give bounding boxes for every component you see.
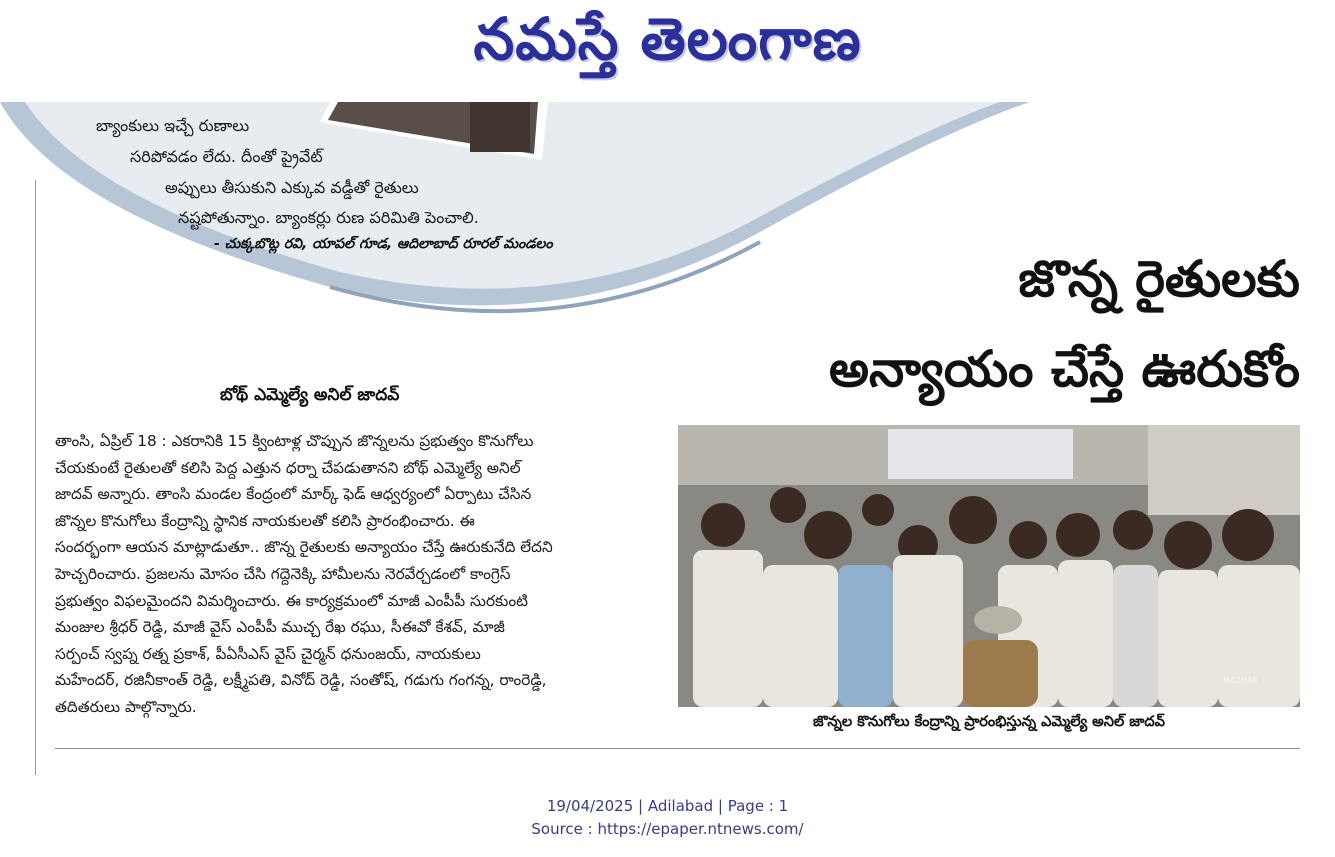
article-line: తాంసి, ఏప్రిల్ 18 : ఎకరానికి 15 క్వింటాళ్ల చొప్పున జొన్నలను ప్రభుత్వం కొనుగోలు	[55, 432, 534, 450]
article-line: తదితరులు పాల్గొన్నారు.	[55, 697, 197, 716]
news-photo-illustration	[678, 425, 1300, 707]
article-line: జొన్నల కొనుగోలు కేంద్రాన్ని స్థానిక నాయకులతో కలిసి ప్రారంభించారు. ఈ	[55, 511, 475, 530]
quote-attribution: - చుక్కబొట్ల రవి, యాపల్ గూడ, ఆదిలాబాద్ రూరల్ మండలం	[214, 236, 553, 252]
bottom-divider	[55, 748, 1300, 749]
quote-line: సరిపోవడం లేదు. దీంతో ప్రైవేట్	[130, 147, 323, 166]
article-body	[55, 428, 660, 721]
photo-credit: MAZHAR	[1223, 676, 1258, 685]
news-photo	[678, 425, 1300, 707]
footer-date-edition: 19/04/2025 | Adilabad | Page : 1	[546, 797, 789, 815]
article-line: ప్రభుత్వం విఫలమైందని విమర్శించారు. ఈ కార్యక్రమంలో మాజీ ఎంపీపీ సురకుంటి	[55, 591, 528, 610]
footer-source[interactable]: Source : https://epaper.ntnews.com/	[531, 820, 804, 838]
quote-line: నష్టపోతున్నాం. బ్యాంకర్లు రుణ పరిమితి పెంచాలి.	[178, 208, 479, 227]
photo-caption: జొన్నల కొనుగోలు కేంద్రాన్ని ప్రారంభిస్తున్న ఎమ్మెల్యే అనిల్ జాదవ్	[813, 714, 1165, 730]
masthead	[0, 0, 1335, 92]
headline-line-1: జొన్న రైతులకు	[1018, 250, 1300, 308]
article-line: జాదవ్ అన్నారు. తాంసి మండల కేంద్రంలో మార్క్ ఫెడ్ ఆధ్వర్యంలో ఏర్పాటు చేసిన	[55, 485, 532, 504]
column-divider	[35, 180, 36, 775]
article-line: హెచ్చరించారు. ప్రజలను మోసం చేసి గద్దెనెక్కి హామీలను నెరవేర్చడంలో కాంగ్రెస్	[55, 564, 511, 583]
article-line: మంజుల శ్రీధర్ రెడ్డి, మాజీ వైస్ ఎంపీపీ ముచ్చ రేఖ రఘు, సీఈవో కేశవ్, మాజీ	[55, 618, 505, 637]
newspaper-title: నమస్తే తెలంగాణ	[473, 4, 862, 73]
byline: బోథ్ ఎమ్మెల్యే అనిల్ జాదవ్	[220, 385, 400, 405]
quote-line: బ్యాంకులు ఇచ్చే రుణాలు	[96, 116, 250, 135]
article-line: మహేందర్, రజినీకాంత్ రెడ్డి, లక్ష్మీపతి, వినోద్ రెడ్డి, సంతోష్, గడుగు గంగన్న, రాంరెడ్డి,	[55, 671, 547, 690]
article-line: సందర్భంగా ఆయన మాట్లాడుతూ.. జొన్న రైతులకు అన్యాయం చేస్తే ఊరుకునేది లేదని	[55, 538, 553, 557]
headline-line-2: అన్యాయం చేస్తే ఊరుకోం	[829, 340, 1300, 398]
article-line: చేయకుంటే రైతులతో కలిసి పెద్ద ఎత్తున ధర్నా చేపడుతానని బోథ్ ఎమ్మెల్యే అనిల్	[55, 458, 521, 477]
quote-line: అప్పులు తీసుకుని ఎక్కువ వడ్డీతో రైతులు	[165, 178, 419, 197]
footer	[0, 795, 1335, 841]
article-line: సర్పంచ్ స్వప్న రత్న ప్రకాశ్, పీఏసీఎస్ వైస్ చైర్మన్ ధనుంజయ్, నాయకులు	[55, 644, 481, 663]
